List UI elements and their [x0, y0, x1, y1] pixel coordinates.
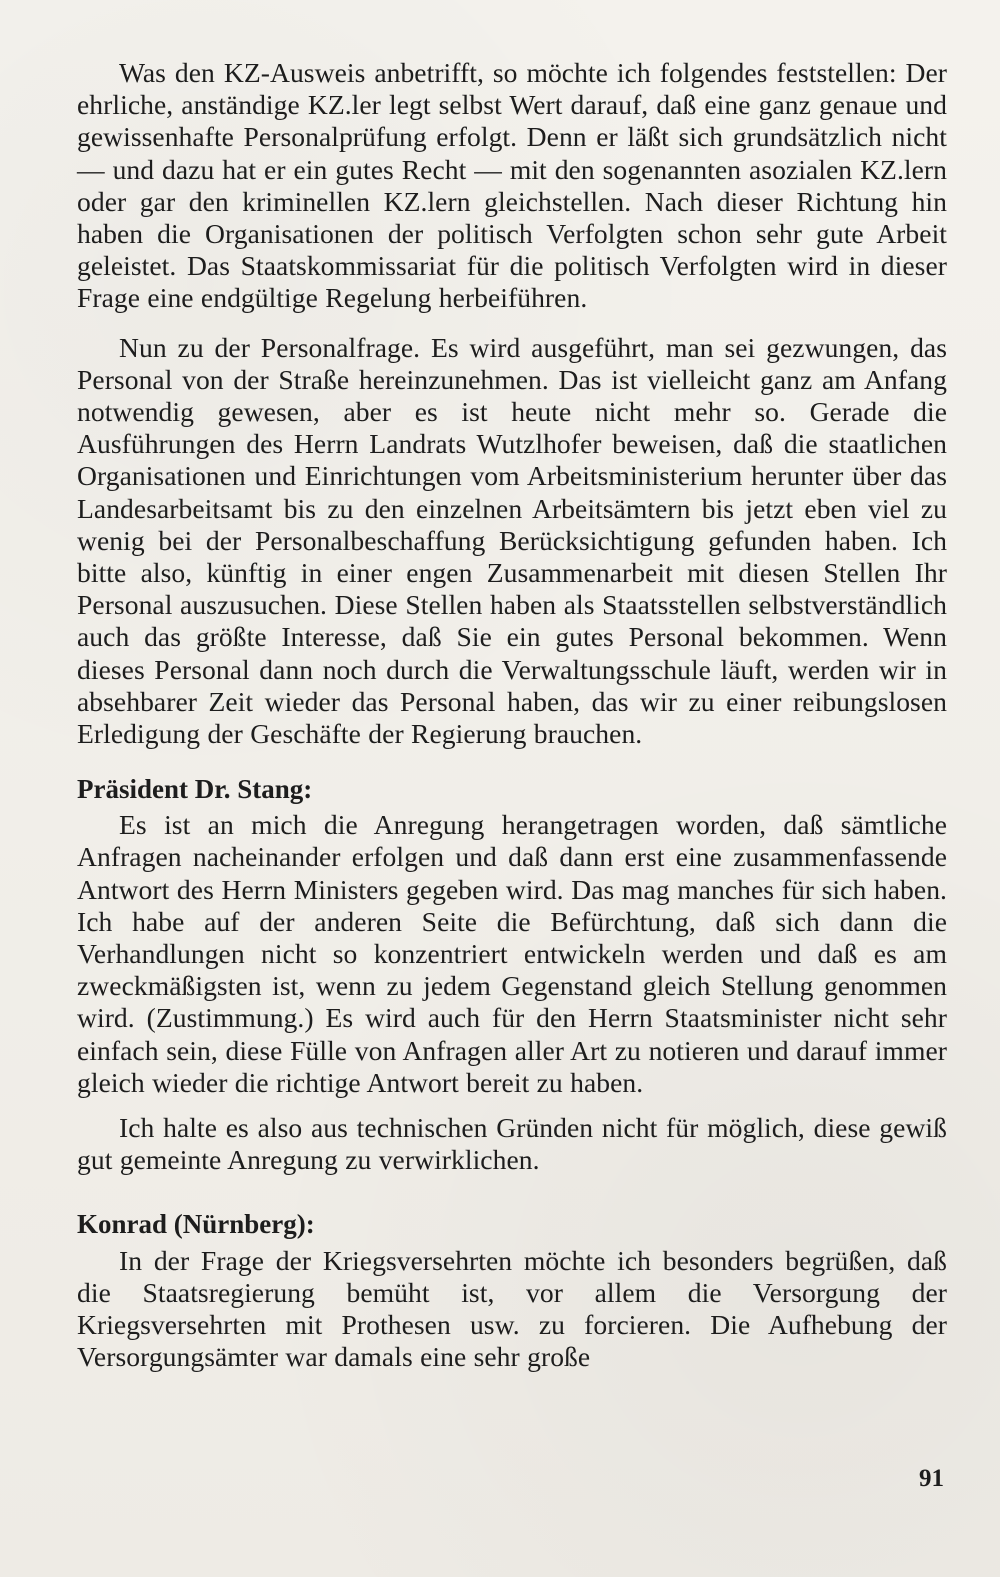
- paragraph-president-conclusion: Ich halte es also aus technischen Gründen nicht für möglich, diese gewiß gut gemeinte Anregung zu verwirklichen.: [77, 1112, 947, 1176]
- paragraph-kz-ausweis: Was den KZ-Ausweis anbetrifft, so möchte ich folgendes feststellen: Der ehrliche, anständige KZ.ler legt selbst Wert darauf, daß eine ganz genaue und gewissenhafte Personalprüfung erfolgt. Denn er läßt sich grundsätzlich nicht — und dazu hat er ein gutes Recht — mit den sogenannten asozialen KZ.lern oder gar den kriminellen KZ.lern gleichstellen. Nach dieser Richtung hin haben die Organisationen der politisch Verfolgten schon sehr gute Arbeit geleistet. Das Staatskommissariat für die politisch Verfolgten wird in dieser Frage eine endgültige Regelung herbeiführen.: [77, 57, 947, 314]
- page-number: 91: [919, 1465, 944, 1492]
- paragraph-personalfrage: Nun zu der Personalfrage. Es wird ausgeführt, man sei gezwungen, das Personal von der Straße hereinzunehmen. Das ist vielleicht ganz am Anfang notwendig gewesen, aber es ist heute nicht mehr so. Gerade die Ausführungen des Herrn Landrats Wutzlhofer beweisen, daß die staatlichen Organisationen und Einrichtungen vom Arbeitsministerium herunter über das Landesarbeitsamt bis zu den einzelnen Arbeitsämtern bis jetzt eben viel zu wenig bei der Personalbeschaffung Berücksichtigung gefunden haben. Ich bitte also, künftig in einer engen Zusammenarbeit mit diesen Stellen Ihr Personal auszusuchen. Diese Stellen haben als Staatsstellen selbstverständlich auch das größte Interesse, daß Sie ein gutes Personal bekommen. Wenn dieses Personal dann noch durch die Verwaltungsschule läuft, werden wir in absehbarer Zeit wieder das Personal haben, das wir zu einer reibungslosen Erledigung der Geschäfte der Regierung brauchen.: [77, 331, 947, 750]
- paragraph-kriegsversehrte: In der Frage der Kriegsversehrten möchte ich besonders begrüßen, daß die Staatsregierung bemüht ist, vor allem die Versorgung der Kriegsversehrten mit Prothesen usw. zu forcieren. Die Aufhebung der Versorgungsämter war damals eine sehr große: [77, 1244, 947, 1373]
- paragraph-president-statement: Es ist an mich die Anregung herangetragen worden, daß sämtliche Anfragen nacheinander erfolgen und daß dann erst eine zusammenfassende Antwort des Herrn Ministers gegeben wird. Das mag manches für sich haben. Ich habe auf der anderen Seite die Befürchtung, daß sich dann die Verhandlungen nicht so konzentriert entwickeln werden und daß es am zweckmäßigsten ist, wenn zu jedem Gegenstand gleich Stellung genommen wird. (Zustimmung.) Es wird auch für den Herrn Staatsminister nicht sehr einfach sein, diese Fülle von Anfragen aller Art zu notieren und darauf immer gleich wieder die richtige Antwort bereit zu haben.: [77, 809, 947, 1098]
- speaker-heading-president: Präsident Dr. Stang:: [77, 774, 313, 805]
- speaker-heading-konrad: Konrad (Nürnberg):: [77, 1208, 315, 1239]
- document-text-column: [77, 57, 947, 1373]
